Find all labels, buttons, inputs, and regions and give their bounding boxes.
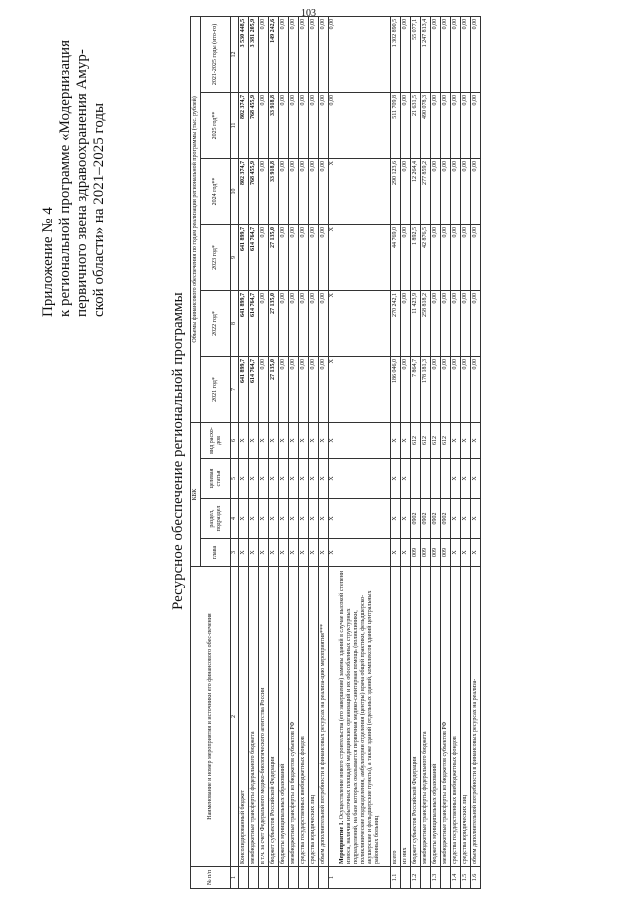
row-name: бюджеты муниципальных образований: [279, 567, 289, 867]
kbk-razdel: X: [319, 499, 329, 539]
kbk-glava: 009: [431, 539, 441, 567]
value-2022: 11 423,9: [411, 290, 421, 356]
row-number: [421, 867, 431, 889]
kbk-celevaya: [421, 459, 431, 499]
row-name: из них: [401, 567, 411, 867]
row-number: [441, 867, 451, 889]
row-number: [289, 867, 299, 889]
header-2025: 2025 год**: [201, 92, 231, 158]
kbk-razdel: X: [269, 499, 279, 539]
value-2025: 768 455,9: [249, 92, 259, 158]
row-number: 1.5: [461, 867, 471, 889]
kbk-vid: X: [239, 422, 249, 458]
value-2024: 12 264,4: [411, 158, 421, 224]
value-2021: 0,00: [309, 356, 319, 422]
row-number: [319, 867, 329, 889]
row-name: средства юридических лиц: [461, 567, 471, 867]
value-total: 3 381 205,9: [249, 16, 259, 92]
row-name: средства юридических лиц: [309, 567, 319, 867]
value-total: 1 302 890,5: [391, 16, 401, 92]
value-2023: 0,00: [441, 224, 451, 290]
value-total: 0,00: [259, 16, 269, 92]
value-total: 0,00: [329, 16, 391, 92]
kbk-razdel: 0902: [441, 499, 451, 539]
table-row: [471, 16, 481, 888]
value-2021: 0,00: [441, 356, 451, 422]
kbk-vid: 612: [431, 422, 441, 458]
value-2025: 0,00: [329, 92, 391, 158]
kbk-celevaya: X: [461, 459, 471, 499]
value-total: 0,00: [441, 16, 451, 92]
value-2024: 33 918,8: [269, 158, 279, 224]
row-number: [309, 867, 319, 889]
value-2025: 0,00: [431, 92, 441, 158]
kbk-celevaya: X: [391, 459, 401, 499]
value-2024: 277 859,2: [421, 158, 431, 224]
header-celevaya: целевая статья: [201, 459, 231, 499]
kbk-glava: X: [299, 539, 309, 567]
value-total: 0,00: [319, 16, 329, 92]
row-number: 1.4: [451, 867, 461, 889]
value-2023: 614 764,7: [249, 224, 259, 290]
table-row: [411, 16, 421, 888]
kbk-glava: X: [289, 539, 299, 567]
value-total: 0,00: [299, 16, 309, 92]
value-2023: 0,00: [279, 224, 289, 290]
kbk-glava: X: [259, 539, 269, 567]
value-2022: 0,00: [289, 290, 299, 356]
value-2022: 614 764,7: [249, 290, 259, 356]
value-2025: 0,00: [451, 92, 461, 158]
kbk-vid: X: [401, 422, 411, 458]
value-2021: 614 764,7: [249, 356, 259, 422]
value-2023: 0,00: [289, 224, 299, 290]
table-row: [269, 16, 279, 888]
kbk-celevaya: X: [259, 459, 269, 499]
kbk-glava: X: [391, 539, 401, 567]
value-2024: 0,00: [319, 158, 329, 224]
value-total: 149 242,6: [269, 16, 279, 92]
table-row: [299, 16, 309, 888]
value-2022: 0,00: [431, 290, 441, 356]
kbk-vid: X: [259, 422, 269, 458]
kbk-celevaya: X: [309, 459, 319, 499]
kbk-razdel: X: [279, 499, 289, 539]
value-2022: 0,00: [401, 290, 411, 356]
kbk-celevaya: [411, 459, 421, 499]
kbk-glava: X: [279, 539, 289, 567]
value-2025: 21 631,5: [411, 92, 421, 158]
column-index: 3: [231, 539, 239, 567]
kbk-celevaya: X: [299, 459, 309, 499]
value-2024: 0,00: [471, 158, 481, 224]
kbk-vid: X: [471, 422, 481, 458]
table-row: [401, 16, 411, 888]
kbk-razdel: 0902: [411, 499, 421, 539]
value-2025: 0,00: [279, 92, 289, 158]
value-2021: 0,00: [259, 356, 269, 422]
table-row: [421, 16, 431, 888]
value-2025: 0,00: [299, 92, 309, 158]
value-2024: 0,00: [451, 158, 461, 224]
kbk-vid: X: [461, 422, 471, 458]
value-2024: 0,00: [259, 158, 269, 224]
kbk-celevaya: X: [269, 459, 279, 499]
kbk-vid: 612: [421, 422, 431, 458]
value-2023: 0,00: [259, 224, 269, 290]
column-index: 7: [231, 356, 239, 422]
value-2022: 27 135,0: [269, 290, 279, 356]
row-name: в т.ч. за счет Федерального медико-биологического агентства России: [259, 567, 269, 867]
value-2024: 0,00: [401, 158, 411, 224]
row-number: 1.6: [471, 867, 481, 889]
table-row: [451, 16, 461, 888]
value-2021: 0,00: [471, 356, 481, 422]
value-2024: 768 455,9: [249, 158, 259, 224]
value-2021: 7 864,7: [411, 356, 421, 422]
value-2025: 0,00: [289, 92, 299, 158]
table-row: [391, 16, 401, 888]
value-2024: 0,00: [431, 158, 441, 224]
table-row: [239, 16, 249, 888]
kbk-celevaya: X: [249, 459, 259, 499]
table-row: [461, 16, 471, 888]
row-name: межбюджетные трансферты из бюджетов субъектов РФ: [441, 567, 451, 867]
kbk-razdel: X: [289, 499, 299, 539]
value-2021: 0,00: [299, 356, 309, 422]
column-index: 9: [231, 224, 239, 290]
kbk-glava: X: [401, 539, 411, 567]
value-2021: 178 181,3: [421, 356, 431, 422]
kbk-glava: X: [471, 539, 481, 567]
value-2023: 0,00: [461, 224, 471, 290]
value-2021: 0,00: [451, 356, 461, 422]
header-razdel: раздел, подраздел: [201, 499, 231, 539]
row-name: объем дополнительной потребности в финансовых ресурсах на реализа-цию мероприятия***: [319, 567, 329, 867]
kbk-glava: X: [309, 539, 319, 567]
kbk-razdel: X: [309, 499, 319, 539]
header-2024: 2024 год**: [201, 158, 231, 224]
value-2023: 0,00: [299, 224, 309, 290]
value-2021: 0,00: [461, 356, 471, 422]
column-index: 4: [231, 499, 239, 539]
value-2021: 0,00: [279, 356, 289, 422]
value-2023: 42 876,5: [421, 224, 431, 290]
value-total: 0,00: [279, 16, 289, 92]
table-row: [309, 16, 319, 888]
value-2021: 0,00: [401, 356, 411, 422]
kbk-glava: X: [239, 539, 249, 567]
kbk-celevaya: X: [319, 459, 329, 499]
value-total: 55 077,1: [411, 16, 421, 92]
value-total: 0,00: [451, 16, 461, 92]
column-index: 1: [231, 867, 239, 889]
value-2023: X: [329, 224, 391, 290]
value-2023: 0,00: [319, 224, 329, 290]
row-number: 1.2: [411, 867, 421, 889]
row-number: [299, 867, 309, 889]
column-index: 2: [231, 567, 239, 867]
row-number: [401, 867, 411, 889]
kbk-glava: X: [461, 539, 471, 567]
header-name: Наименование и номер мероприятия и источники его финансового обес-печения: [191, 567, 231, 867]
value-total: 0,00: [289, 16, 299, 92]
kbk-celevaya: [431, 459, 441, 499]
kbk-vid: X: [299, 422, 309, 458]
document-title: Ресурсное обеспечение региональной программы: [170, 292, 186, 610]
value-2025: 511 709,8: [391, 92, 401, 158]
table-row: [279, 16, 289, 888]
header-2021: 2021 год*: [201, 356, 231, 422]
kbk-glava: X: [319, 539, 329, 567]
value-2024: 802 374,7: [239, 158, 249, 224]
column-index: 10: [231, 158, 239, 224]
value-total: 0,00: [471, 16, 481, 92]
kbk-celevaya: X: [239, 459, 249, 499]
value-total: 0,00: [431, 16, 441, 92]
value-total: 3 530 448,5: [239, 16, 249, 92]
kbk-vid: X: [249, 422, 259, 458]
value-2024: 0,00: [441, 158, 451, 224]
kbk-vid: X: [279, 422, 289, 458]
row-name: бюджет субъектов Российской Федерации: [411, 567, 421, 867]
kbk-celevaya: X: [279, 459, 289, 499]
kbk-vid: X: [451, 422, 461, 458]
value-2024: 0,00: [299, 158, 309, 224]
kbk-razdel: 0902: [421, 499, 431, 539]
header-funding: Объемы финансового обеспечения по годам реализации региональной программы (тыс. рублей): [191, 16, 201, 422]
table-body: [239, 16, 481, 888]
kbk-celevaya: X: [451, 459, 461, 499]
value-2024: 0,00: [289, 158, 299, 224]
kbk-razdel: X: [329, 499, 391, 539]
row-number: [279, 867, 289, 889]
row-name: всего: [391, 567, 401, 867]
value-2021: X: [329, 356, 391, 422]
kbk-razdel: 0902: [431, 499, 441, 539]
row-number: 1.1: [391, 867, 401, 889]
kbk-vid: X: [309, 422, 319, 458]
value-2024: 0,00: [461, 158, 471, 224]
row-name: межбюджетные трансферты из бюджетов субъектов РФ: [289, 567, 299, 867]
header-num: № п/п: [191, 867, 231, 889]
kbk-vid: 612: [441, 422, 451, 458]
kbk-vid: X: [269, 422, 279, 458]
kbk-celevaya: [441, 459, 451, 499]
appendix-line: к региональной программе «Модернизация: [57, 40, 73, 317]
row-name: межбюджетные трансферты федерального бюджета: [421, 567, 431, 867]
value-2024: 0,00: [279, 158, 289, 224]
kbk-vid: X: [319, 422, 329, 458]
appendix-line: первичного звена здравоохранения Амур-: [74, 49, 90, 317]
value-2022: 0,00: [451, 290, 461, 356]
column-index: 12: [231, 16, 239, 92]
row-name: бюджет субъектов Российской Федерации: [269, 567, 279, 867]
kbk-razdel: X: [259, 499, 269, 539]
kbk-razdel: X: [461, 499, 471, 539]
value-2021: 0,00: [431, 356, 441, 422]
table-row: [431, 16, 441, 888]
column-index: 11: [231, 92, 239, 158]
value-2023: 44 769,0: [391, 224, 401, 290]
header-total: 2021-2025 годы (ито-го): [201, 16, 231, 92]
value-2025: 33 918,8: [269, 92, 279, 158]
row-number: [239, 867, 249, 889]
kbk-razdel: X: [391, 499, 401, 539]
value-2025: 490 078,3: [421, 92, 431, 158]
kbk-celevaya: X: [329, 459, 391, 499]
row-name: средства государственных внебюджетных фондов: [299, 567, 309, 867]
row-name: Мероприятие 1. Осуществление нового строительства (его завершение) замены зданий в случае высокой степени износа, наличия избыточных площадей медицинских организаций и их обособленных структурных подразделений, на базе которых оказывается первичная медико-санитарная помощь (поликлиники, поликлинические подразделения, амбулатории отделения (центры) врача общей практики, фельдшерско-акушерские и фельдшерские пункты), а также зданий (отдельных зданий, комплексов зданий центральных районных больниц: [329, 567, 391, 867]
table-row: [259, 16, 269, 888]
kbk-razdel: X: [401, 499, 411, 539]
value-2025: 0,00: [319, 92, 329, 158]
value-2023: 0,00: [431, 224, 441, 290]
value-2022: 0,00: [309, 290, 319, 356]
value-2022: 0,00: [461, 290, 471, 356]
value-2024: 290 123,6: [391, 158, 401, 224]
table-row: [289, 16, 299, 888]
kbk-celevaya: X: [289, 459, 299, 499]
header-kbk: КБК: [191, 422, 201, 566]
header-2022: 2022 год*: [201, 290, 231, 356]
table-row: [441, 16, 451, 888]
value-2021: 0,00: [319, 356, 329, 422]
value-2025: 0,00: [471, 92, 481, 158]
value-2022: 270 242,1: [391, 290, 401, 356]
column-index-row: [231, 16, 239, 888]
value-total: 1 247 813,4: [421, 16, 431, 92]
value-2025: 0,00: [309, 92, 319, 158]
value-2021: 186 046,0: [391, 356, 401, 422]
table-row: [249, 16, 259, 888]
kbk-vid: X: [329, 422, 391, 458]
activity-label: Мероприятие 1.: [338, 820, 345, 864]
row-number: [269, 867, 279, 889]
row-number: 1: [329, 867, 391, 889]
row-name: бюджеты муниципальных образований: [431, 567, 441, 867]
value-2023: 641 899,7: [239, 224, 249, 290]
value-2025: 0,00: [401, 92, 411, 158]
row-name: объем дополнительной потребности в финансовых ресурсах на реализа-: [471, 567, 481, 867]
value-2025: 802 374,7: [239, 92, 249, 158]
column-index: 8: [231, 290, 239, 356]
value-2025: 0,00: [441, 92, 451, 158]
value-2022: 0,00: [441, 290, 451, 356]
page-number: 103: [301, 8, 316, 19]
column-index: 5: [231, 459, 239, 499]
row-number: [249, 867, 259, 889]
value-2024: X: [329, 158, 391, 224]
kbk-glava: X: [451, 539, 461, 567]
kbk-glava: 009: [441, 539, 451, 567]
value-2023: 0,00: [401, 224, 411, 290]
value-2022: 0,00: [279, 290, 289, 356]
header-glava: глава: [201, 539, 231, 567]
table-row: [329, 16, 391, 888]
appendix-block: [40, 17, 108, 317]
value-2022: 258 818,2: [421, 290, 431, 356]
row-number: 1.3: [431, 867, 441, 889]
kbk-razdel: X: [239, 499, 249, 539]
appendix-line: ской области» на 2021–2025 годы: [91, 102, 107, 317]
value-2022: 0,00: [259, 290, 269, 356]
kbk-celevaya: X: [401, 459, 411, 499]
resource-table: [190, 16, 481, 889]
value-2022: 0,00: [299, 290, 309, 356]
value-2023: 1 892,5: [411, 224, 421, 290]
value-2025: 0,00: [259, 92, 269, 158]
value-2022: X: [329, 290, 391, 356]
kbk-razdel: X: [451, 499, 461, 539]
value-total: 0,00: [461, 16, 471, 92]
value-total: 0,00: [309, 16, 319, 92]
row-name: Консолидированный бюджет: [239, 567, 249, 867]
kbk-vid: 612: [411, 422, 421, 458]
kbk-vid: X: [391, 422, 401, 458]
kbk-glava: X: [269, 539, 279, 567]
column-index: 6: [231, 422, 239, 458]
table-row: [319, 16, 329, 888]
header-vid: вид расхо-дов: [201, 422, 231, 458]
kbk-razdel: X: [471, 499, 481, 539]
row-name: средства государственных внебюджетных фондов: [451, 567, 461, 867]
value-2023: 0,00: [451, 224, 461, 290]
header-2023: 2023 год*: [201, 224, 231, 290]
kbk-glava: 009: [421, 539, 431, 567]
row-name: межбюджетные трансферты федерального бюджета: [249, 567, 259, 867]
value-2022: 0,00: [319, 290, 329, 356]
value-2022: 641 899,7: [239, 290, 249, 356]
value-2021: 641 899,7: [239, 356, 249, 422]
kbk-razdel: X: [299, 499, 309, 539]
value-2021: 0,00: [289, 356, 299, 422]
value-2025: 0,00: [461, 92, 471, 158]
value-total: 0,00: [401, 16, 411, 92]
value-2023: 0,00: [471, 224, 481, 290]
value-2024: 0,00: [309, 158, 319, 224]
kbk-glava: X: [329, 539, 391, 567]
kbk-celevaya: X: [471, 459, 481, 499]
value-2023: 27 135,0: [269, 224, 279, 290]
value-2021: 27 135,0: [269, 356, 279, 422]
row-number: [259, 867, 269, 889]
kbk-razdel: X: [249, 499, 259, 539]
kbk-glava: X: [249, 539, 259, 567]
value-2023: 0,00: [309, 224, 319, 290]
value-2022: 0,00: [471, 290, 481, 356]
kbk-glava: 009: [411, 539, 421, 567]
appendix-line: Приложение № 4: [40, 207, 56, 317]
kbk-vid: X: [289, 422, 299, 458]
